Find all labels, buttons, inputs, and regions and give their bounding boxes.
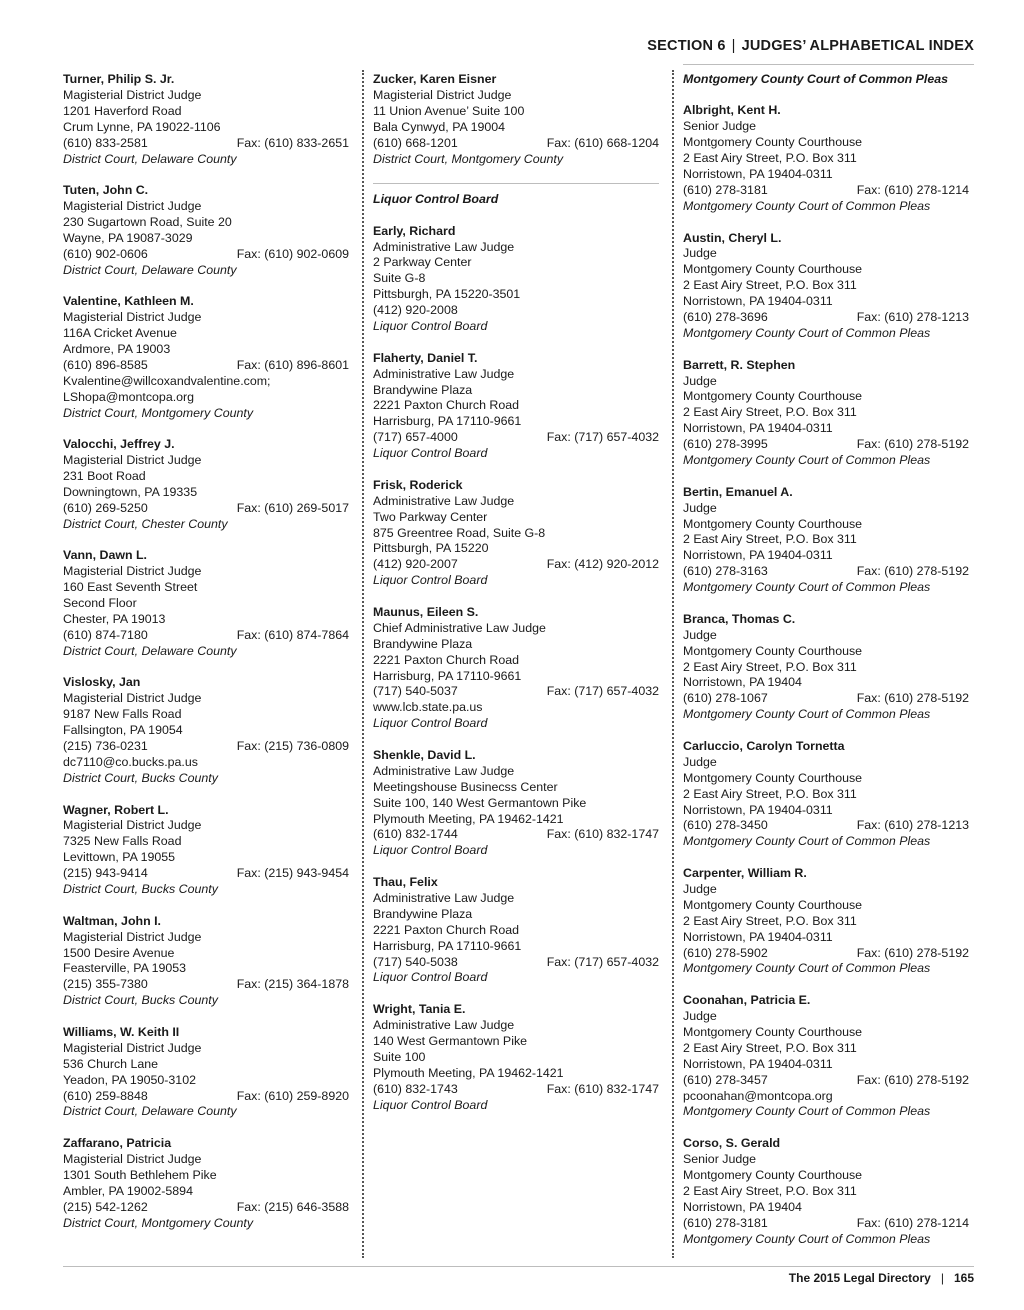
address-line: 2 East Airy Street, P.O. Box 311 bbox=[683, 532, 857, 547]
court-name: Liquor Control Board bbox=[373, 319, 488, 334]
address-line: Ambler, PA 19002-5894 bbox=[63, 1183, 193, 1198]
fax-number: Fax: (610) 278-5192 bbox=[856, 564, 969, 579]
address-line: Montgomery County Courthouse bbox=[683, 643, 863, 658]
header-rule bbox=[683, 64, 974, 65]
contact-line: pcoonahan@montcopa.org bbox=[683, 1088, 833, 1103]
fax-number: Fax: (717) 657-4032 bbox=[546, 684, 659, 699]
address-line: 2 East Airy Street, P.O. Box 311 bbox=[683, 659, 857, 674]
court-name: District Court, Delaware County bbox=[63, 262, 237, 277]
fax-number: Fax: (610) 278-5192 bbox=[856, 437, 969, 452]
phone-fax-row bbox=[683, 691, 969, 707]
judge-name: Shenkle, David L. bbox=[373, 747, 476, 762]
court-name: Liquor Control Board bbox=[373, 716, 488, 731]
court-name: District Court, Montgomery County bbox=[63, 405, 254, 420]
address-line: Brandywine Plaza bbox=[373, 382, 473, 397]
address-line: 1500 Desire Avenue bbox=[63, 945, 175, 960]
phone-number: (610) 278-1067 bbox=[683, 691, 768, 706]
address-line: Chief Administrative Law Judge bbox=[373, 620, 546, 635]
directory-entry bbox=[683, 358, 969, 470]
court-name: District Court, Delaware County bbox=[63, 644, 237, 658]
address-line: 2 East Airy Street, P.O. Box 311 bbox=[683, 1183, 857, 1198]
judge-name: Albright, Kent H. bbox=[683, 103, 781, 118]
court-name: Montgomery County Court of Common Pleas bbox=[683, 199, 931, 214]
directory-entry bbox=[373, 748, 659, 860]
fax-number: Fax: (610) 278-5192 bbox=[856, 1072, 969, 1087]
directory-entry bbox=[683, 231, 969, 343]
fax-number: Fax: (610) 278-1214 bbox=[856, 183, 969, 198]
phone-fax-row bbox=[63, 501, 349, 517]
address-line: Plymouth Meeting, PA 19462-1421 bbox=[373, 1065, 564, 1080]
section-heading: Montgomery County Court of Common Pleas bbox=[683, 72, 949, 86]
address-line: Downingtown, PA 19335 bbox=[63, 485, 198, 500]
address-line: Judge bbox=[683, 246, 717, 261]
address-line: 2221 Paxton Church Road bbox=[373, 922, 520, 937]
phone-fax-row bbox=[63, 628, 349, 644]
phone-fax-row bbox=[373, 136, 659, 152]
phone-number: (610) 278-3995 bbox=[683, 437, 768, 452]
directory-entry bbox=[63, 914, 349, 1010]
address-line: Ardmore, PA 19003 bbox=[63, 342, 171, 357]
court-name: Liquor Control Board bbox=[373, 1097, 488, 1112]
address-line: 2 East Airy Street, P.O. Box 311 bbox=[683, 278, 857, 293]
phone-fax-row bbox=[683, 946, 969, 962]
address-line: Yeadon, PA 19050-3102 bbox=[63, 1072, 196, 1087]
address-line: Brandywine Plaza bbox=[373, 906, 473, 921]
judge-name: Wagner, Robert L. bbox=[63, 802, 169, 817]
phone-fax-row bbox=[683, 183, 969, 199]
judge-name: Wright, Tania E. bbox=[373, 1001, 466, 1016]
phone-number: (610) 278-3163 bbox=[683, 564, 768, 579]
address-line: Senior Judge bbox=[683, 119, 757, 134]
judge-name: Carluccio, Carolyn Tornetta bbox=[683, 738, 845, 753]
address-line: Judge bbox=[683, 881, 717, 896]
phone-fax-row bbox=[63, 1089, 349, 1105]
address-line: Norristown, PA 19404-0311 bbox=[683, 802, 833, 817]
address-line: Crum Lynne, PA 19022-1106 bbox=[63, 119, 221, 134]
column-3 bbox=[683, 72, 969, 1263]
address-line: Norristown, PA 19404 bbox=[683, 675, 802, 690]
address-line: Montgomery County Courthouse bbox=[683, 516, 863, 531]
footer-rule bbox=[63, 1266, 974, 1267]
address-line: Norristown, PA 19404-0311 bbox=[683, 929, 833, 944]
fax-number: Fax: (215) 943-9454 bbox=[236, 866, 349, 881]
address-line: Bala Cynwyd, PA 19004 bbox=[373, 119, 506, 134]
column-divider bbox=[362, 70, 364, 1258]
address-line: Harrisburg, PA 17110-9661 bbox=[373, 668, 522, 683]
phone-number: (610) 902-0606 bbox=[63, 246, 148, 261]
judge-name: Austin, Cheryl L. bbox=[683, 230, 782, 245]
phone-fax-row bbox=[63, 866, 349, 882]
fax-number: Fax: (610) 902-0609 bbox=[236, 246, 349, 261]
fax-number: Fax: (610) 269-5017 bbox=[236, 501, 349, 515]
court-name: District Court, Montgomery County bbox=[63, 1215, 254, 1230]
phone-number: (610) 668-1201 bbox=[373, 135, 458, 150]
section-number: SECTION 6 bbox=[647, 38, 726, 54]
judge-name: Early, Richard bbox=[373, 223, 456, 238]
address-line: Montgomery County Courthouse bbox=[683, 1167, 863, 1182]
phone-fax-row bbox=[683, 1216, 969, 1232]
directory-entry bbox=[63, 1025, 349, 1121]
address-line: 140 West Germantown Pike bbox=[373, 1033, 528, 1048]
address-line: 2 East Airy Street, P.O. Box 311 bbox=[683, 913, 857, 928]
court-name: Liquor Control Board bbox=[373, 843, 488, 858]
phone-number: (717) 657-4000 bbox=[373, 430, 458, 445]
address-line: Plymouth Meeting, PA 19462-1421 bbox=[373, 811, 564, 826]
address-line: Pittsburgh, PA 15220-3501 bbox=[373, 287, 521, 302]
address-line: Administrative Law Judge bbox=[373, 890, 515, 905]
directory-entry bbox=[373, 605, 659, 733]
phone-number: (215) 736-0231 bbox=[63, 739, 148, 754]
address-line: Montgomery County Courthouse bbox=[683, 770, 863, 785]
fax-number: Fax: (412) 920-2012 bbox=[546, 557, 659, 572]
address-line: Magisterial District Judge bbox=[63, 87, 202, 102]
address-line: 1301 South Bethlehem Pike bbox=[63, 1167, 217, 1182]
phone-number: (610) 278-3696 bbox=[683, 310, 768, 325]
court-name: Montgomery County Court of Common Pleas bbox=[683, 961, 931, 976]
address-line: Administrative Law Judge bbox=[373, 763, 515, 778]
address-line: Norristown, PA 19404-0311 bbox=[683, 294, 833, 309]
address-line: Meetingshouse Businecss Center bbox=[373, 779, 558, 794]
phone-fax-row bbox=[373, 557, 659, 573]
phone-number: (610) 278-3457 bbox=[683, 1072, 768, 1087]
phone-fax-row bbox=[683, 437, 969, 453]
phone-fax-row bbox=[683, 1073, 969, 1089]
fax-number: Fax: (215) 646-3588 bbox=[236, 1199, 349, 1214]
fax-number: Fax: (717) 657-4032 bbox=[546, 954, 659, 969]
phone-number: (610) 278-3450 bbox=[683, 818, 768, 833]
judge-name: Coonahan, Patricia E. bbox=[683, 992, 811, 1007]
address-line: 2 East Airy Street, P.O. Box 311 bbox=[683, 405, 857, 420]
column-divider bbox=[672, 70, 674, 1258]
judge-name: Turner, Philip S. Jr. bbox=[63, 72, 175, 86]
publication-title: The 2015 Legal Directory bbox=[788, 1271, 931, 1285]
address-line: Administrative Law Judge bbox=[373, 1017, 515, 1032]
address-line: 875 Greentree Road, Suite G-8 bbox=[373, 525, 546, 540]
court-name: Montgomery County Court of Common Pleas bbox=[683, 326, 931, 341]
court-name: Montgomery County Court of Common Pleas bbox=[683, 580, 931, 595]
contact-line: LShopa@montcopa.org bbox=[63, 389, 195, 404]
judge-name: Vann, Dawn L. bbox=[63, 548, 147, 563]
directory-entry bbox=[373, 224, 659, 336]
court-name: Montgomery County Court of Common Pleas bbox=[683, 707, 931, 722]
phone-number: (610) 896-8585 bbox=[63, 358, 148, 372]
court-name: Liquor Control Board bbox=[373, 573, 488, 588]
fax-number: Fax: (610) 832-1747 bbox=[546, 827, 659, 842]
directory-entry bbox=[63, 803, 349, 899]
address-line: Norristown, PA 19404-0311 bbox=[683, 167, 833, 182]
fax-number: Fax: (610) 832-1747 bbox=[546, 1081, 659, 1096]
address-line: Magisterial District Judge bbox=[63, 691, 202, 706]
header-separator: | bbox=[731, 38, 736, 54]
phone-number: (610) 278-5902 bbox=[683, 945, 768, 960]
directory-entry bbox=[373, 72, 659, 168]
address-line: Second Floor bbox=[63, 596, 137, 611]
address-line: Magisterial District Judge bbox=[63, 1040, 202, 1055]
fax-number: Fax: (610) 278-5192 bbox=[856, 691, 969, 706]
phone-number: (215) 943-9414 bbox=[63, 866, 148, 881]
phone-fax-row bbox=[683, 310, 969, 326]
phone-fax-row bbox=[373, 684, 659, 700]
address-line: Magisterial District Judge bbox=[63, 929, 202, 944]
address-line: Suite G-8 bbox=[373, 271, 426, 286]
phone-number: (215) 355-7380 bbox=[63, 977, 148, 992]
address-line: 1201 Haverford Road bbox=[63, 103, 182, 118]
column-1 bbox=[63, 72, 349, 1247]
fax-number: Fax: (610) 896-8601 bbox=[236, 358, 349, 372]
address-line: Magisterial District Judge bbox=[373, 87, 512, 102]
phone-number: (717) 540-5038 bbox=[373, 954, 458, 969]
fax-number: Fax: (717) 657-4032 bbox=[546, 430, 659, 445]
phone-number: (610) 832-1744 bbox=[373, 827, 458, 842]
address-line: 2221 Paxton Church Road bbox=[373, 652, 520, 667]
court-name: District Court, Bucks County bbox=[63, 993, 218, 1008]
court-name: District Court, Bucks County bbox=[63, 882, 218, 897]
directory-entry bbox=[63, 294, 349, 422]
phone-number: (717) 540-5037 bbox=[373, 684, 458, 699]
phone-number: (215) 542-1262 bbox=[63, 1199, 148, 1214]
page-header bbox=[0, 38, 974, 54]
phone-number: (610) 874-7180 bbox=[63, 628, 148, 643]
address-line: Magisterial District Judge bbox=[63, 199, 202, 214]
phone-number: (610) 278-3181 bbox=[683, 1215, 768, 1230]
directory-entry bbox=[683, 485, 969, 597]
address-line: 2 East Airy Street, P.O. Box 311 bbox=[683, 786, 857, 801]
address-line: Administrative Law Judge bbox=[373, 366, 515, 381]
court-name: Montgomery County Court of Common Pleas bbox=[683, 834, 931, 849]
address-line: Harrisburg, PA 17110-9661 bbox=[373, 414, 522, 429]
directory-entry bbox=[63, 183, 349, 279]
address-line: Magisterial District Judge bbox=[63, 453, 202, 468]
phone-number: (610) 832-1743 bbox=[373, 1081, 458, 1096]
judge-name: Williams, W. Keith II bbox=[63, 1024, 180, 1039]
page-number: 165 bbox=[953, 1271, 974, 1285]
address-line: 11 Union Avenue’ Suite 100 bbox=[373, 103, 525, 118]
address-line: Magisterial District Judge bbox=[63, 564, 202, 579]
address-line: 2 Parkway Center bbox=[373, 255, 472, 270]
address-line: Senior Judge bbox=[683, 1151, 757, 1166]
court-name: District Court, Bucks County bbox=[63, 771, 218, 786]
judge-name: Vislosky, Jan bbox=[63, 675, 141, 690]
phone-number: (610) 833-2581 bbox=[63, 135, 148, 150]
address-line: (412) 920-2008 bbox=[373, 303, 458, 318]
fax-number: Fax: (610) 278-5192 bbox=[856, 945, 969, 960]
judge-name: Branca, Thomas C. bbox=[683, 611, 796, 626]
judge-name: Barrett, R. Stephen bbox=[683, 357, 796, 372]
fax-number: Fax: (610) 668-1204 bbox=[546, 135, 659, 150]
court-name: District Court, Delaware County bbox=[63, 1104, 237, 1119]
address-line: Judge bbox=[683, 500, 717, 515]
phone-fax-row bbox=[63, 977, 349, 993]
address-line: 116A Cricket Avenue bbox=[63, 326, 177, 341]
court-name: District Court, Montgomery County bbox=[373, 151, 564, 166]
phone-fax-row bbox=[63, 136, 349, 152]
court-name: Liquor Control Board bbox=[373, 446, 488, 461]
page-footer bbox=[0, 1271, 974, 1285]
court-name: District Court, Delaware County bbox=[63, 151, 237, 166]
directory-entry bbox=[63, 675, 349, 787]
directory-entry bbox=[683, 866, 969, 978]
fax-number: Fax: (215) 736-0809 bbox=[236, 739, 349, 754]
address-line: Magisterial District Judge bbox=[63, 818, 202, 833]
contact-line: dc7110@co.bucks.pa.us bbox=[63, 755, 198, 770]
address-line: Brandywine Plaza bbox=[373, 636, 473, 651]
address-line: Magisterial District Judge bbox=[63, 1151, 202, 1166]
address-line: Administrative Law Judge bbox=[373, 493, 515, 508]
address-line: Montgomery County Courthouse bbox=[683, 262, 863, 277]
phone-fax-row bbox=[63, 358, 349, 374]
address-line: Judge bbox=[683, 1008, 717, 1023]
directory-entry bbox=[683, 612, 969, 724]
address-line: Montgomery County Courthouse bbox=[683, 389, 863, 404]
directory-entry bbox=[373, 875, 659, 987]
fax-number: Fax: (610) 278-1213 bbox=[856, 818, 969, 833]
phone-number: (412) 920-2007 bbox=[373, 557, 458, 572]
address-line: 231 Boot Road bbox=[63, 469, 146, 484]
court-name: Liquor Control Board bbox=[373, 970, 488, 985]
judge-name: Zucker, Karen Eisner bbox=[373, 72, 497, 86]
directory-entry bbox=[63, 548, 349, 660]
address-line: Montgomery County Courthouse bbox=[683, 1024, 863, 1039]
contact-line: Kvalentine@willcoxandvalentine.com; bbox=[63, 373, 271, 388]
section-heading: Liquor Control Board bbox=[373, 183, 659, 208]
phone-fax-row bbox=[63, 1200, 349, 1216]
directory-entry bbox=[683, 1136, 969, 1248]
fax-number: Fax: (610) 259-8920 bbox=[236, 1088, 349, 1103]
court-name: Montgomery County Court of Common Pleas bbox=[683, 1104, 931, 1119]
judge-name: Corso, S. Gerald bbox=[683, 1135, 781, 1150]
address-line: Feasterville, PA 19053 bbox=[63, 961, 187, 976]
address-line: Suite 100, 140 West Germantown Pike bbox=[373, 795, 587, 810]
address-line: Montgomery County Courthouse bbox=[683, 897, 863, 912]
address-line: Judge bbox=[683, 373, 717, 388]
directory-entry bbox=[683, 739, 969, 851]
address-line: Judge bbox=[683, 627, 717, 642]
address-line: Harrisburg, PA 17110-9661 bbox=[373, 938, 522, 953]
judge-name: Bertin, Emanuel A. bbox=[683, 484, 793, 499]
address-line: Montgomery County Courthouse bbox=[683, 135, 863, 150]
phone-number: (610) 278-3181 bbox=[683, 183, 768, 198]
phone-number: (610) 259-8848 bbox=[63, 1088, 148, 1103]
phone-fax-row bbox=[683, 564, 969, 580]
address-line: Norristown, PA 19404-0311 bbox=[683, 421, 833, 436]
phone-fax-row bbox=[373, 430, 659, 446]
address-line: 536 Church Lane bbox=[63, 1056, 159, 1071]
fax-number: Fax: (610) 874-7864 bbox=[236, 628, 349, 643]
judge-name: Flaherty, Daniel T. bbox=[373, 350, 478, 365]
phone-fax-row bbox=[373, 1082, 659, 1098]
phone-fax-row bbox=[683, 818, 969, 834]
address-line: Chester, PA 19013 bbox=[63, 612, 166, 627]
judge-name: Zaffarano, Patricia bbox=[63, 1135, 172, 1150]
judge-name: Valentine, Kathleen M. bbox=[63, 294, 194, 309]
judge-name: Tuten, John C. bbox=[63, 183, 149, 198]
directory-entry bbox=[373, 1002, 659, 1114]
address-line: 2 East Airy Street, P.O. Box 311 bbox=[683, 151, 857, 166]
section-title: JUDGES’ ALPHABETICAL INDEX bbox=[741, 38, 974, 54]
phone-fax-row bbox=[373, 827, 659, 843]
address-line: Norristown, PA 19404-0311 bbox=[683, 1056, 833, 1071]
address-line: Wayne, PA 19087-3029 bbox=[63, 230, 193, 245]
address-line: 7325 New Falls Road bbox=[63, 834, 182, 849]
footer-separator: | bbox=[940, 1271, 944, 1285]
judge-name: Waltman, John I. bbox=[63, 913, 161, 928]
address-line: Norristown, PA 19404-0311 bbox=[683, 548, 833, 563]
address-line: Levittown, PA 19055 bbox=[63, 850, 176, 865]
address-line: Two Parkway Center bbox=[373, 509, 488, 524]
directory-entry bbox=[683, 103, 969, 215]
address-line: Judge bbox=[683, 754, 717, 769]
judge-name: Frisk, Roderick bbox=[373, 477, 463, 492]
court-name: Montgomery County Court of Common Pleas bbox=[683, 1231, 931, 1246]
directory-entry bbox=[373, 478, 659, 590]
column-2 bbox=[373, 72, 659, 1129]
directory-entry bbox=[683, 993, 969, 1121]
phone-fax-row bbox=[63, 247, 349, 263]
address-line: Pittsburgh, PA 15220 bbox=[373, 541, 489, 556]
phone-fax-row bbox=[63, 739, 349, 755]
phone-fax-row bbox=[373, 955, 659, 971]
fax-number: Fax: (610) 278-1213 bbox=[856, 310, 969, 325]
address-line: 2 East Airy Street, P.O. Box 311 bbox=[683, 1040, 857, 1055]
contact-line: www.lcb.state.pa.us bbox=[373, 700, 483, 715]
court-name: Montgomery County Court of Common Pleas bbox=[683, 453, 931, 468]
address-line: 160 East Seventh Street bbox=[63, 580, 198, 595]
address-line: 9187 New Falls Road bbox=[63, 707, 182, 722]
fax-number: Fax: (610) 278-1214 bbox=[856, 1215, 969, 1230]
judge-name: Thau, Felix bbox=[373, 874, 438, 889]
address-line: 230 Sugartown Road, Suite 20 bbox=[63, 215, 232, 229]
address-line: Magisterial District Judge bbox=[63, 310, 202, 325]
directory-entry bbox=[373, 351, 659, 463]
address-line: Fallsington, PA 19054 bbox=[63, 723, 183, 738]
judge-name: Carpenter, William R. bbox=[683, 865, 807, 880]
address-line: Administrative Law Judge bbox=[373, 239, 515, 254]
judge-name: Valocchi, Jeffrey J. bbox=[63, 437, 175, 452]
directory-entry bbox=[63, 437, 349, 533]
fax-number: Fax: (610) 833-2651 bbox=[236, 135, 349, 150]
address-line: Suite 100 bbox=[373, 1049, 426, 1064]
court-name: District Court, Chester County bbox=[63, 516, 228, 531]
fax-number: Fax: (215) 364-1878 bbox=[236, 977, 349, 992]
address-line: 2221 Paxton Church Road bbox=[373, 398, 520, 413]
directory-entry bbox=[63, 72, 349, 168]
phone-number: (610) 269-5250 bbox=[63, 501, 148, 515]
judge-name: Maunus, Eileen S. bbox=[373, 604, 479, 619]
directory-entry bbox=[63, 1136, 349, 1232]
address-line: Norristown, PA 19404 bbox=[683, 1199, 802, 1214]
